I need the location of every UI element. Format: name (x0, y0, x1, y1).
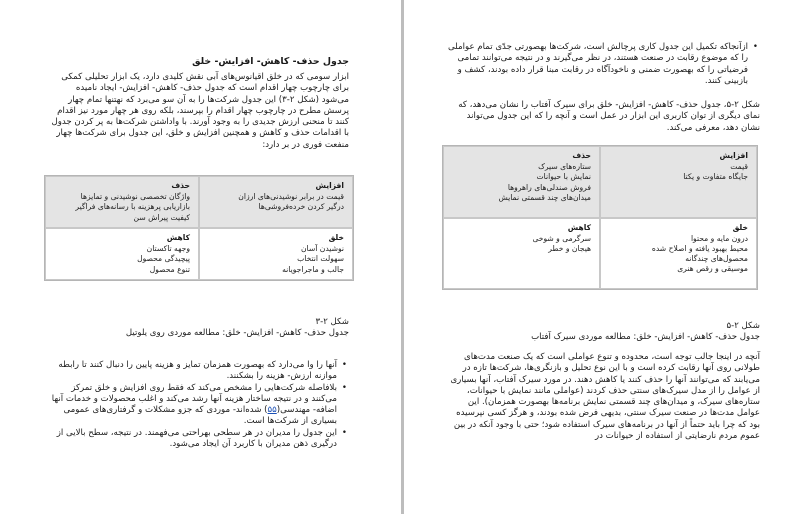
list-item (49, 383, 349, 428)
cell-item: پیچیدگی محصول (137, 254, 190, 264)
right-page (404, 0, 800, 514)
intro-paragraph: ابزار سومی که در خلق اقیانوس‌های آبی نقش کلیدی دارد، یک ابزار تحلیلی کمکی برای چارچوب چهار اقدام است که جدول حذف- کاهش- افزایش- ایجاد نامیده می‌شود (شکل ۲-۳) این جدول شرکت‌ها را به آن سو می‌برد که نهتنها تمام چهار پرسش مطرح در چارچوب چهار اقدام را بپرسند، بلکه روی هر چهار مورد نیز اقدام کنند تا منحنی ارزش جدیدی را به وجود آورند. با واداشتن شرکت‌ها به پر کردن جدول با اقدامات حذف و کاهش و همچنین افزایش و خلق، این جدول برای شرکت‌ها چهار منفعت فوری در بر دارد: (51, 72, 349, 150)
list-item: • آنها را وا می‌دارد که بهصورت همزمان تمایز و هزینه پایین را دنبال کنند تا رابطه موازنه ارزش- هزینه را بشکنند. (49, 360, 349, 383)
cell-raise (600, 146, 757, 218)
cell-eliminate (45, 176, 199, 228)
cell-item: درگیر کردن خرده‌فروشی‌ها (258, 202, 344, 212)
cell-item: نمایش با حیوانات (536, 172, 591, 182)
cell-title: حذف (572, 151, 591, 160)
cell-title: خلق (732, 222, 748, 232)
cell-item: جایگاه متفاوت و یکتا (683, 172, 748, 182)
errc-table-yellowtail (44, 175, 354, 281)
section-heading: جدول حذف- کاهش- افزایش- خلق (192, 56, 349, 67)
cell-item: سهولت انتخاب (297, 254, 344, 264)
benefits-list (49, 360, 349, 450)
body-paragraph: آنچه در اینجا جالب توجه است، محدوده و تنوع عواملی است که یک صنعت مدت‌های طولانی روی آنها رقابت کرده است و با این نوع تحلیل و بازنگری‌ها، شرکت‌ها تازه در می‌یابند که می‌توانند آنها را حذف کنند یا کاهش دهند. در مورد سیرک آفتاب، آنها بسیاری از عوامل را از مدل سیرک‌های سنتی حذف کردند (عواملی مانند نمایش با حیوانات، ستاره‌های سیرک، و میدان‌های چند قسمتی نمایش برنامه‌ها بهصورت همزمان). این عوامل مدت‌ها در صنعت سیرک سنتی، بدیهی فرض شده بودند، و هرگز کسی نپرسیده بود که چرا باید حتماً از آنها در برنامه‌های سیرک استفاده شود؛ حتی با وجود آنکه در بین عموم مردم نارضایتی از استفاده از حیوانات در (450, 352, 760, 442)
figure-number: شکل ۲-۵ (726, 321, 760, 331)
cell-item: کیفیت پیراش سن (133, 212, 190, 222)
figure-caption: جدول حذف- کاهش- افزایش- خلق: مطالعه موردی سیرک آفتاب (531, 332, 760, 342)
figure-number: شکل ۲-۳ (315, 317, 349, 327)
cell-item: موسیقی و رقص هنری (677, 264, 748, 274)
cell-item: قیمت (730, 162, 748, 172)
cell-item: تنوع محصول (149, 264, 190, 274)
cell-create (600, 218, 757, 290)
cell-item: وجهه تاکستان (146, 244, 190, 254)
cell-item: ستاره‌های سیرک (538, 162, 591, 172)
cell-eliminate (443, 146, 600, 218)
list-item-text: بلافاصله شرکت‌هایی را مشخص می‌کند که فقط روی افزایش و خلق تمرکز می‌کنند و در نتیجه ساختار هزینه آنها رشد می‌کند و اغلب محصولات و خدمات آنها اضافه- مهندسی( (51, 382, 337, 416)
top-bullet-list (445, 42, 760, 87)
cell-item: محصول‌های چندگانه (685, 254, 748, 264)
cell-item: قیمت در برابر نوشیدنی‌های ارزان (238, 192, 344, 202)
errc-table-cirque (442, 145, 758, 290)
cell-item: جالب و ماجراجویانه (282, 264, 344, 274)
cell-title: کاهش (166, 233, 190, 242)
footnote-link[interactable]: ۵۵ (267, 405, 277, 416)
intro-paragraph: شکل ۲-۵، جدول حذف- کاهش- افزایش- خلق برای سیرک آفتاب را نشان می‌دهد، که نمای دیگری از توان کاربری این ابزار در عمل است و آنچه را که این جدول می‌تواند نشان دهد، معرفی می‌کند. (458, 100, 760, 133)
cell-reduce (45, 228, 199, 280)
cell-item: بازاریابی پرهزینه با رسانه‌های فراگیر (75, 202, 190, 212)
list-item: • این جدول را مدیران در هر سطحی بهراحتی می‌فهمند. در نتیجه، سطح بالایی از درگیری ذهن مدیران با کاربرد آن ایجاد می‌شود. (49, 428, 349, 451)
cell-item: فروش صندلی‌های راهروها (507, 182, 591, 192)
cell-item: واژگان تخصصی نوشیدنی و تمایزها (80, 192, 190, 202)
cell-item: میدان‌های چند قسمتی نمایش (498, 192, 591, 202)
cell-title: افزایش (719, 151, 748, 160)
cell-title: حذف (171, 181, 190, 190)
cell-title: خلق (328, 233, 344, 242)
cell-title: کاهش (567, 222, 591, 232)
cell-title: افزایش (315, 181, 344, 190)
cell-item: نوشیدن آسان (300, 244, 344, 254)
figure-caption: جدول حذف- کاهش- افزایش- خلق: مطالعه موردی روی یلوتیل (125, 328, 349, 338)
cell-item: محیط بهبود یافته و اصلاح شده (651, 243, 748, 253)
list-item-text: ) شده‌اند- موردی که جزو مشکلات و گرفتاری‌های عمومی بسیاری از شرکت‌ها است. (63, 405, 337, 427)
cell-item: درون مایه و محتوا (690, 233, 748, 243)
list-item: • ازآنجاکه تکمیل این جدول کاری پرچالش است، شرکت‌ها بهصورتی جدّی تمام عواملی را که موضوع رقابت در صنعت هستند، در نظر می‌گیرند و در نتیجه می‌توانند تمامی فرضیاتی را که بهصورت ضمنی و ناخودآگاه در رقابت مبنا قرار داده بودند، کشف و بازبینی کنند. (445, 42, 760, 87)
cell-reduce (443, 218, 600, 290)
cell-item: سرگرمی و شوخی (532, 233, 591, 243)
cell-raise (199, 176, 353, 228)
cell-create (199, 228, 353, 280)
cell-item: هیجان و خطر (548, 243, 591, 253)
